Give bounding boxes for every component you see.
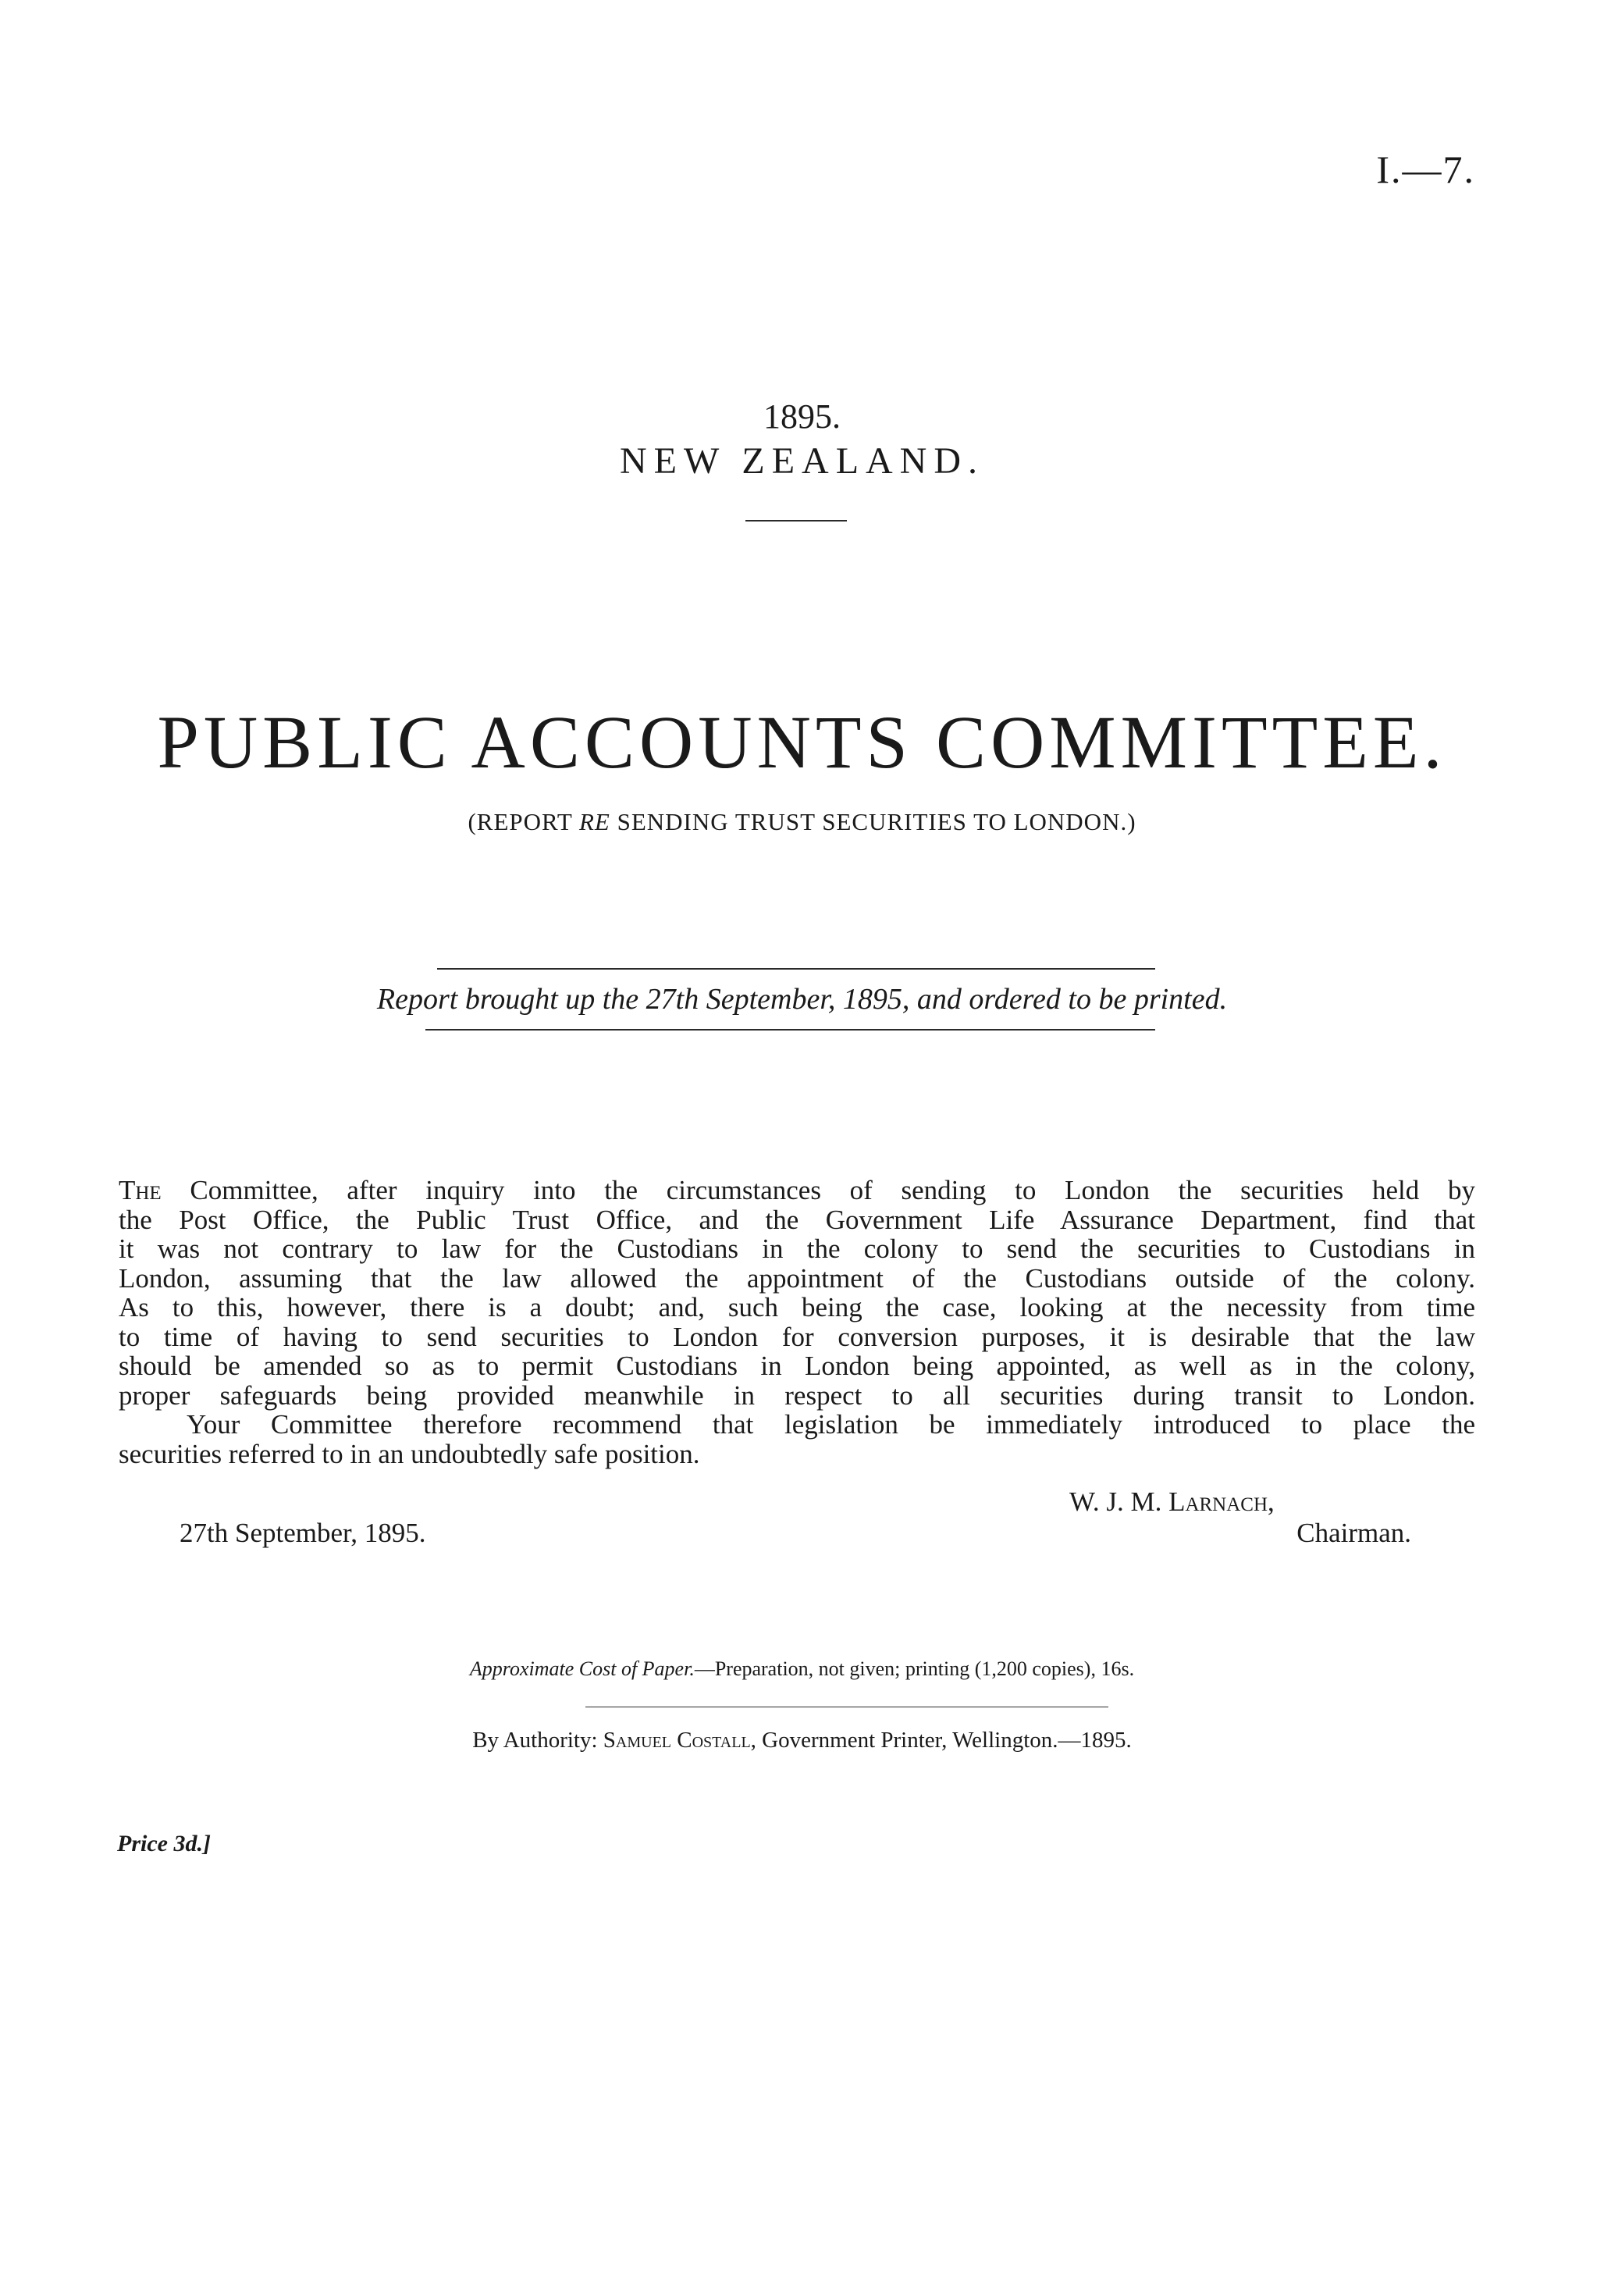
body-line: As to this, however, there is a doubt; and, such being the case, looking at the necessity from time <box>119 1292 1475 1322</box>
body-line: securities referred to in an undoubtedly safe position. <box>119 1438 700 1469</box>
body-line: should be amended so as to permit Custodians in London being appointed, as well as in the colony, <box>119 1351 1475 1381</box>
cost-of-paper <box>0 1657 1604 1681</box>
divider <box>437 968 1155 970</box>
divider <box>745 520 847 521</box>
paper-number: I.—7. <box>1376 148 1475 191</box>
body-line: to time of having to send securities to London for conversion purposes, it is desirable that the law <box>119 1321 1475 1352</box>
country-heading: NEW ZEALAND. <box>619 440 985 482</box>
subtitle-re: RE <box>578 808 610 835</box>
cost-text: —Preparation, not given; printing (1,200 copies), 16s. <box>694 1657 1135 1680</box>
body-line: Your Committee therefore recommend that legislation be immediately introduced to place the <box>187 1409 1475 1440</box>
year: 1895. <box>763 397 841 436</box>
price: Price 3d.] <box>117 1831 211 1856</box>
body-line: it was not contrary to law for the Custodians in the colony to send the securities to Custodians in <box>119 1233 1475 1264</box>
divider <box>425 1029 1155 1031</box>
body-line: proper safeguards being provided meanwhile in respect to all securities during transit to London. <box>119 1379 1475 1411</box>
authority-prefix: By Authority: <box>472 1728 603 1753</box>
subtitle-post: SENDING TRUST SECURITIES TO LONDON.) <box>610 808 1136 835</box>
subtitle <box>0 808 1604 836</box>
signatory-name: W. J. M. Larnach, <box>1069 1486 1275 1517</box>
report-line: Report brought up the 27th September, 1895, and ordered to be printed. <box>376 983 1228 1016</box>
authority-suffix: , Government Printer, Wellington.—1895. <box>750 1728 1132 1753</box>
body-line: The Committee, after inquiry into the circumstances of sending to London the securities held by <box>119 1175 1475 1205</box>
cost-label: Approximate Cost of Paper. <box>469 1657 695 1680</box>
body-line: London, assuming that the law allowed the appointment of the Custodians outside of the colony. <box>119 1262 1475 1294</box>
body-lead: The <box>119 1175 162 1205</box>
report-body <box>119 1176 1475 1468</box>
report-date: 27th September, 1895. <box>180 1518 426 1548</box>
signatory-title: Chairman. <box>1296 1518 1411 1548</box>
subtitle-pre: (REPORT <box>468 808 579 835</box>
page-title: PUBLIC ACCOUNTS COMMITTEE. <box>157 700 1447 784</box>
printer-name: Samuel Costall <box>603 1728 751 1753</box>
body-line: the Post Office, the Public Trust Office, and the Government Life Assurance Department, find that <box>119 1204 1475 1235</box>
printer-authority <box>0 1728 1604 1753</box>
